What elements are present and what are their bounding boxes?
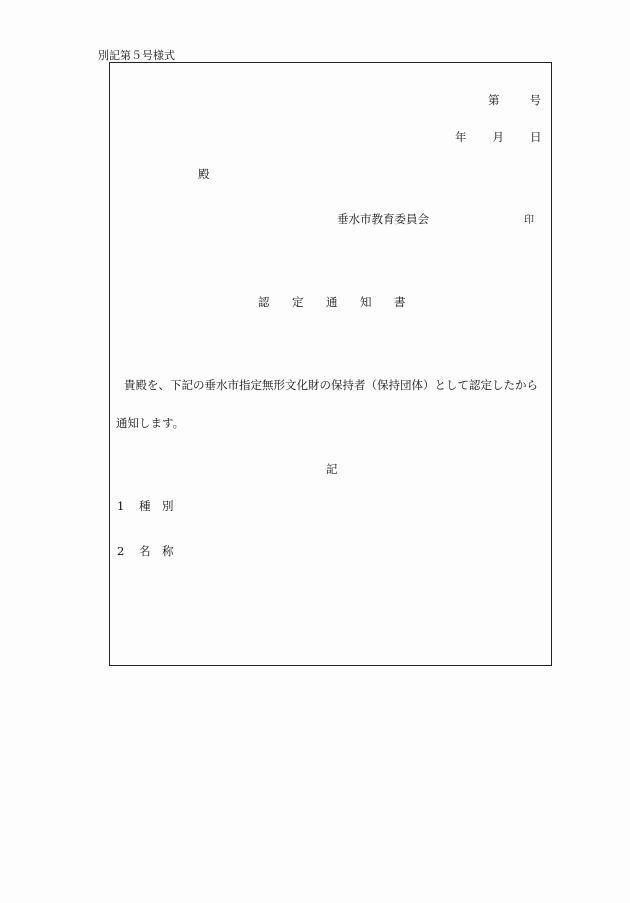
title-char: 書 (394, 295, 406, 309)
item-label: 名 称 (139, 544, 174, 558)
item-number: 1 (117, 499, 125, 513)
document-number-dai: 第 (488, 93, 502, 107)
list-item (117, 543, 174, 559)
document-number-go: 号 (529, 93, 543, 107)
date-month: 月 (492, 130, 504, 144)
body-text-line-2: 通知します。 (116, 416, 185, 430)
body-text-line-1: 貴殿を、下記の垂水市指定無形文化財の保持者（保持団体）として認定したから (124, 378, 538, 392)
issuer-name: 垂水市教育委員会 (337, 212, 429, 226)
item-label: 種 別 (139, 499, 174, 513)
title-char: 認 (258, 295, 270, 309)
title-char: 定 (292, 295, 304, 309)
document-title (258, 294, 428, 310)
list-item (117, 498, 174, 514)
seal-mark: 印 (524, 215, 534, 226)
date-day: 日 (530, 130, 542, 144)
title-char: 通 (326, 295, 338, 309)
addressee-suffix: 殿 (198, 167, 210, 181)
date-line (455, 129, 542, 145)
item-number: 2 (117, 544, 125, 558)
ki-heading: 記 (326, 462, 338, 476)
document-number (488, 92, 543, 108)
date-year: 年 (455, 130, 467, 144)
form-label: 別記第５号様式 (98, 49, 175, 62)
notice-form-frame (109, 62, 552, 666)
title-char: 知 (360, 295, 372, 309)
